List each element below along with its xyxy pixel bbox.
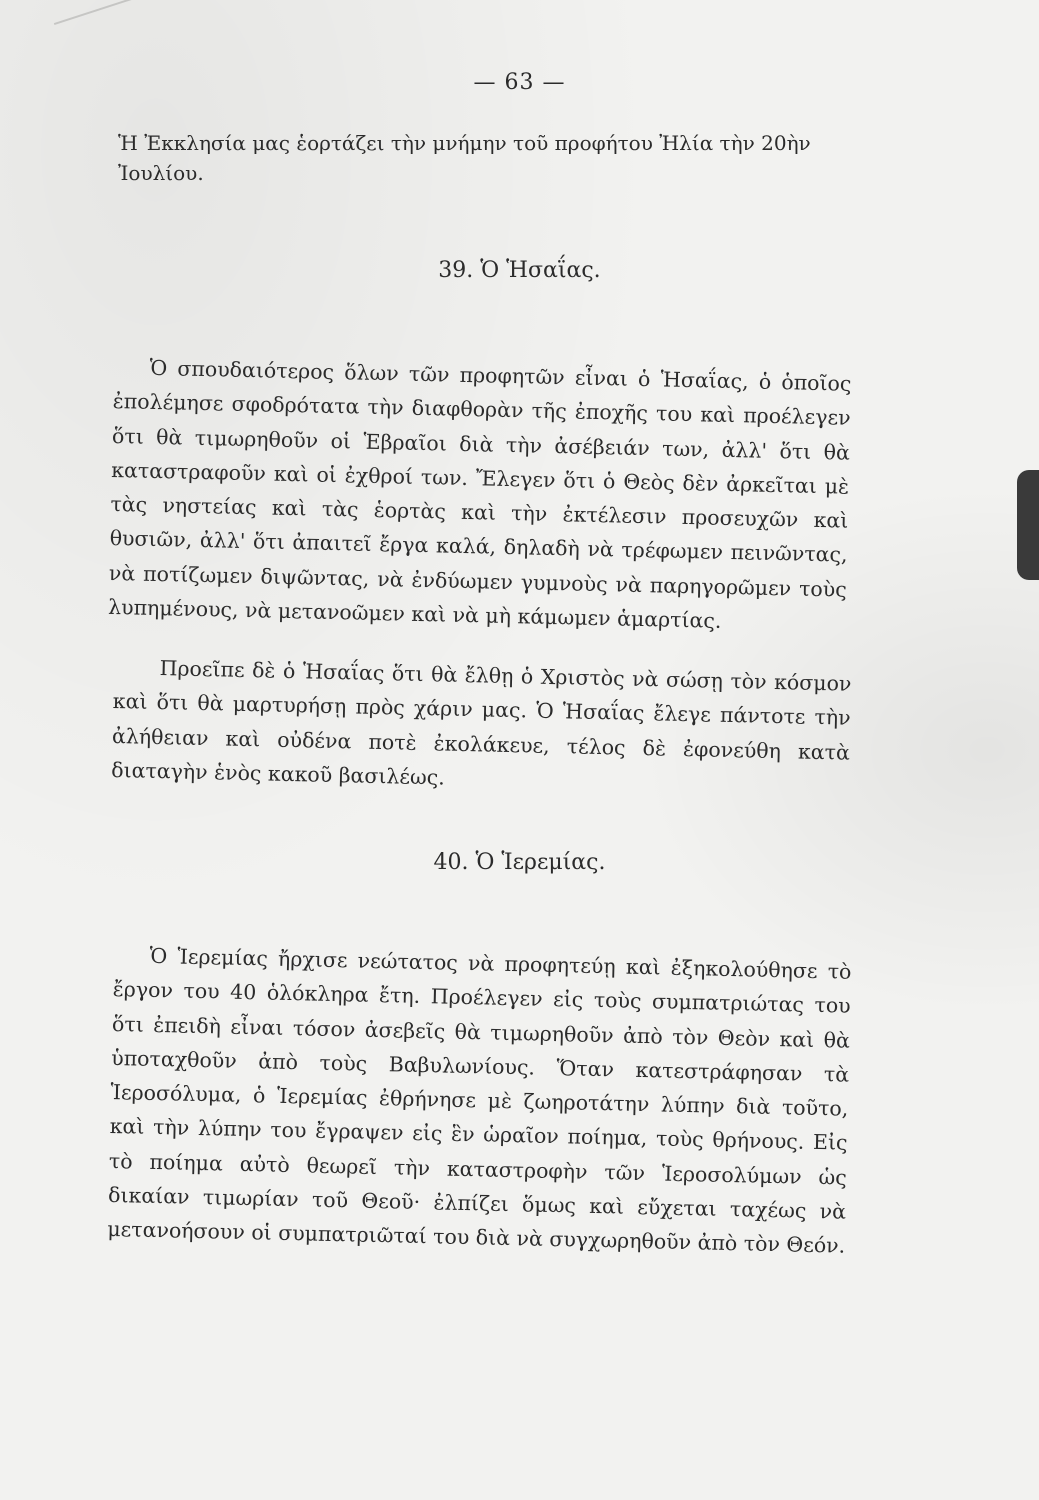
isaiah-paragraph-2: Προεῖπε δὲ ὁ Ἡσαΐας ὅτι θὰ ἔλθῃ ὁ Χριστὸς νὰ σώσῃ τὸν κόσμον καὶ ὅτι θὰ μαρτυρήσῃ πρὸς χάριν μας. Ὁ Ἡσαΐας ἔλεγε πάντοτε τὴν ἀλήθειαν καὶ οὐδένα ποτὲ ἐκολάκευε, τέλος δὲ ἐφονεύθη κατὰ διαταγὴν ἑνὸς κακοῦ βασιλέως. [111, 656, 852, 790]
section-heading-jeremiah: 40. Ὁ Ἱερεμίας. [433, 850, 606, 875]
jeremiah-paragraph: Ὁ Ἱερεμίας ἤρχισε νεώτατος νὰ προφητεύῃ καὶ ἐξηκολούθησε τὸ ἔργον του 40 ὁλόκληρα ἔτη. Προέλεγεν εἰς τοὺς συμπατριώτας του ὅτι ἐπειδὴ εἶναι τόσον ἀσεβεῖς θὰ τιμωρηθοῦν ἀπὸ τὸν Θεὸν καὶ θὰ ὑποταχθοῦν ἀπὸ τοὺς Βαβυλωνίους. Ὅταν κατεστράφησαν τὰ Ἱεροσόλυμα, ὁ Ἱερεμίας ἐθρήνησε μὲ ζωηροτάτην λύπην διὰ τοῦτο, καὶ τὴν λύπην του ἔγραψεν εἰς ἓν ὡραῖον ποίημα, τοὺς θρήνους. Εἰς τὸ ποίημα αὐτὸ θεωρεῖ τὴν καταστροφὴν τῶν Ἱεροσολύμων ὡς δικαίαν τιμωρίαν τοῦ Θεοῦ· ἐλπίζει ὅμως καὶ εὔχεται ταχέως νὰ μετανοήσουν οἱ συμπατριῶταί του διὰ νὰ συγχωρηθοῦν ἀπὸ τὸν Θεόν. [107, 943, 852, 1259]
isaiah-paragraph-1: Ὁ σπουδαιότερος ὅλων τῶν προφητῶν εἶναι ὁ Ἡσαΐας, ὁ ὁποῖος ἐπολέμησε σφοδρότατα τὴν διαφθορὰν τῆς ἐποχῆς του καὶ προέλεγεν ὅτι θὰ τιμωρηθοῦν οἱ Ἑβραῖοι διὰ τὴν ἀσέβειάν των, ἀλλ' ὅτι θὰ καταστραφοῦν καὶ οἱ ἐχθροί των. Ἔλεγεν ὅτι ὁ Θεὸς δὲν ἀρκεῖται μὲ τὰς νηστείας καὶ τὰς ἑορτὰς καὶ τὴν ἐκτέλεσιν προσευχῶν καὶ θυσιῶν, ἀλλ' ὅτι ἀπαιτεῖ ἔργα καλά, δηλαδὴ νὰ τρέφωμεν πεινῶντας, νὰ ποτίζωμεν διψῶντας, νὰ ἐνδύωμεν γυμνοὺς νὰ παρηγορῶμεν τοὺς λυπημένους, νὰ μετανοῶμεν καὶ νὰ μὴ κάμωμεν ἁμαρτίας. [107, 355, 852, 633]
section-heading-isaiah: 39. Ὁ Ἡσαΐας. [438, 258, 601, 283]
page-number: — 63 — [473, 70, 566, 95]
intro-paragraph: Ἡ Ἐκκλησία μας ἑορτάζει τὴν μνήμην τοῦ προφήτου Ἠλία τὴν 20ὴν Ἰουλίου. [118, 131, 811, 185]
binding-shadow [1017, 470, 1039, 580]
